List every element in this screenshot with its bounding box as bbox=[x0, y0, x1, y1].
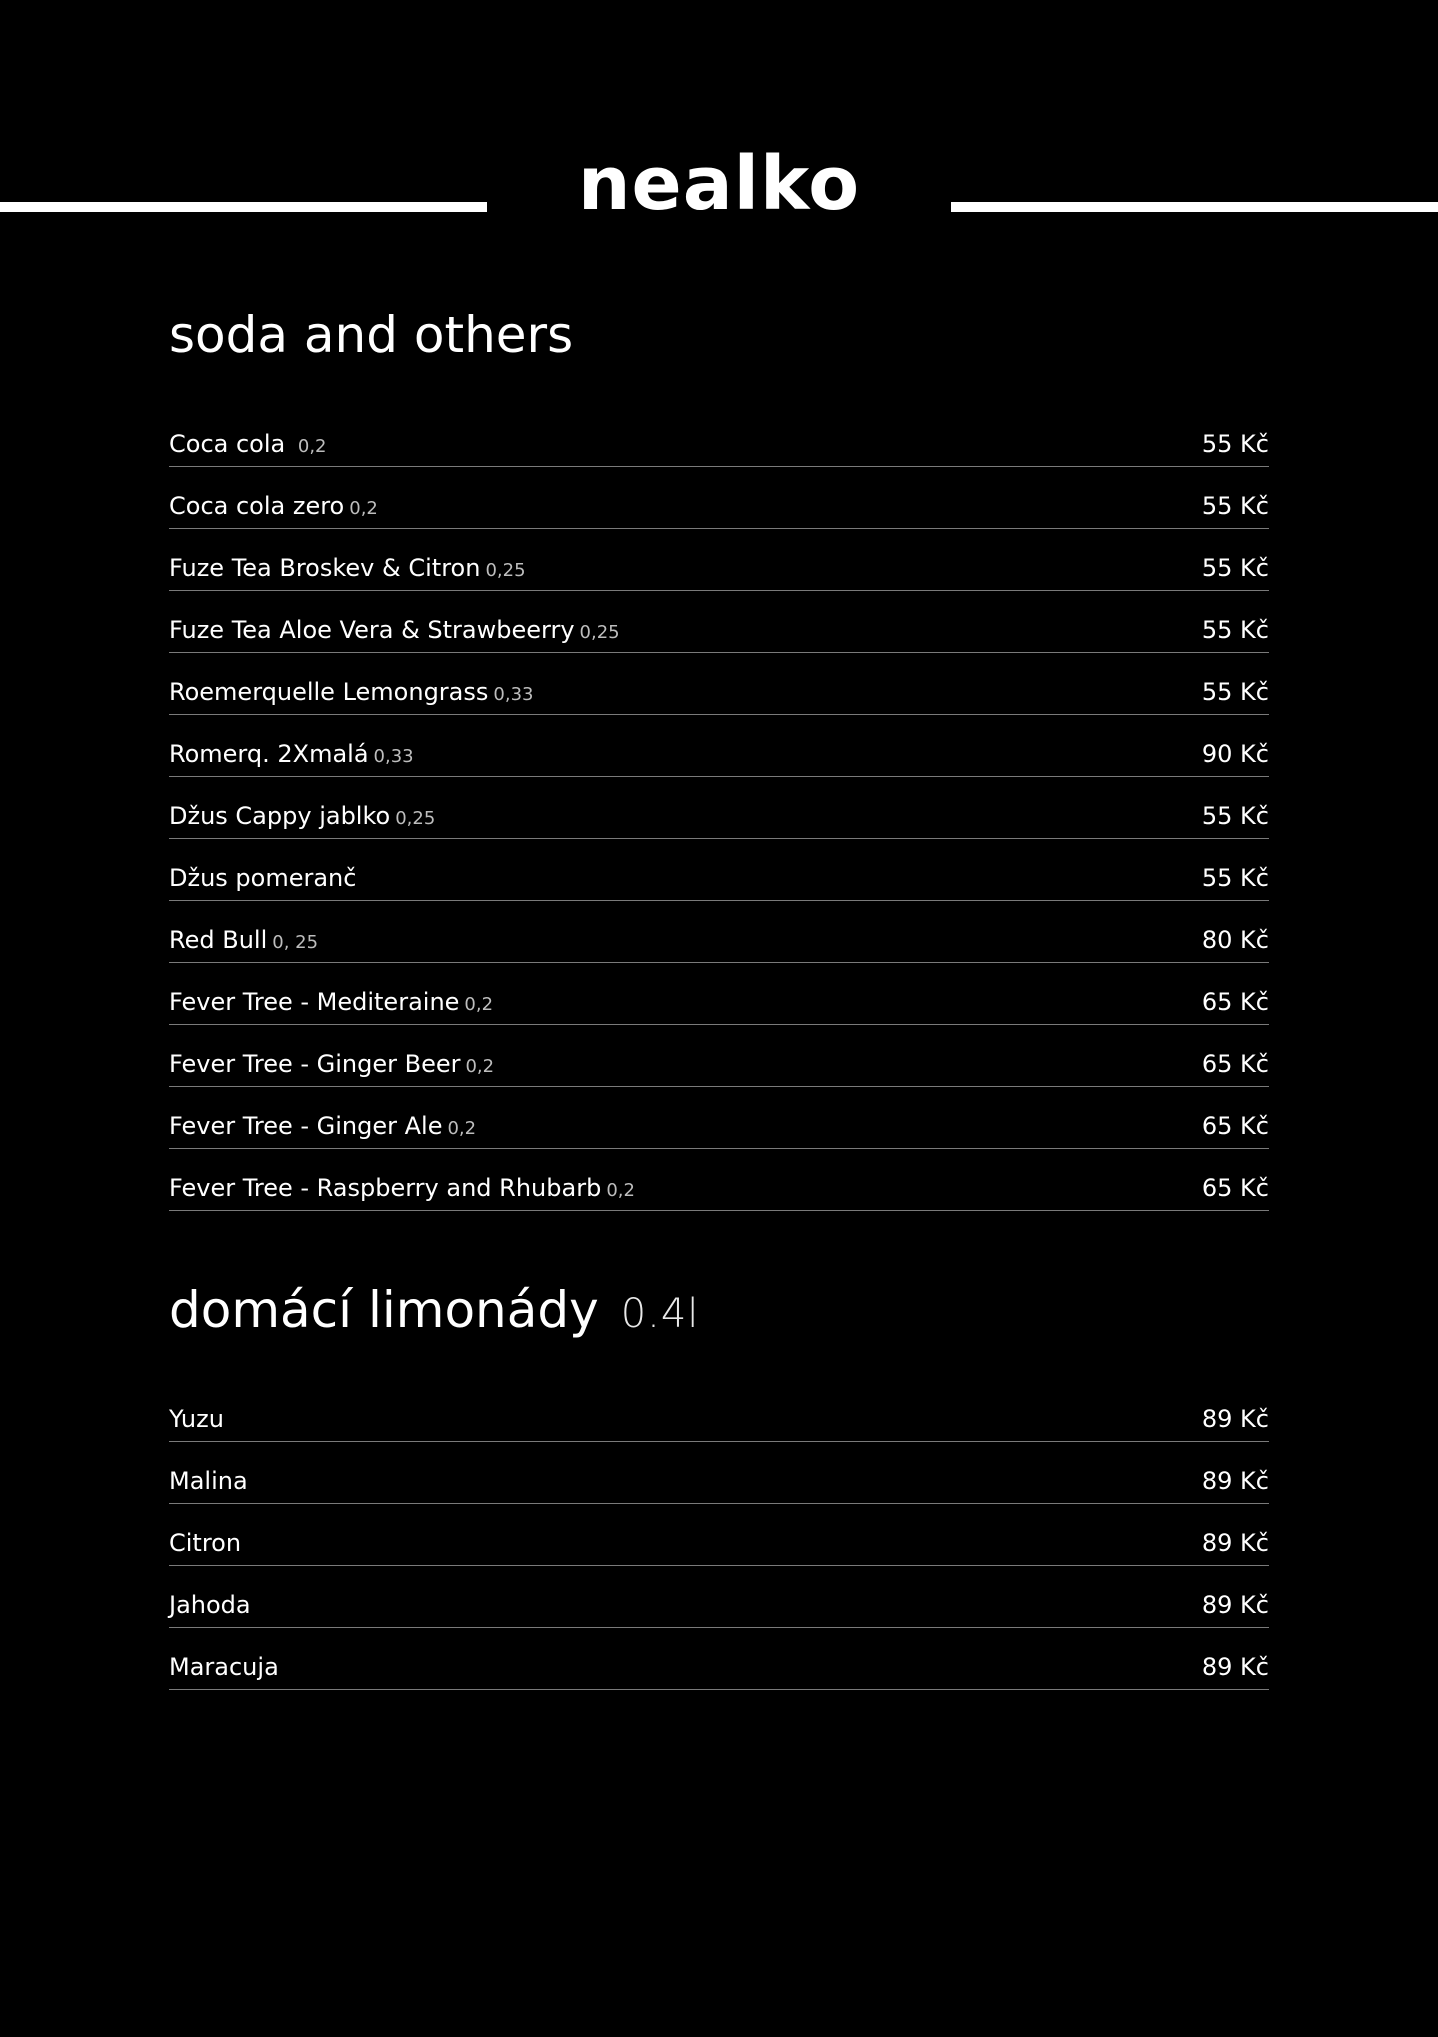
header-divider-right bbox=[951, 202, 1438, 212]
item-name bbox=[169, 988, 493, 1016]
menu-item bbox=[169, 467, 1269, 529]
item-size: 0,33 bbox=[373, 746, 414, 767]
item-size: 0,25 bbox=[485, 560, 526, 581]
item-name-text: Džus Cappy jablko bbox=[169, 802, 391, 830]
item-price: 89 Kč bbox=[1201, 1591, 1269, 1619]
item-size: 0,25 bbox=[579, 622, 620, 643]
item-size: 0,2 bbox=[464, 994, 494, 1015]
item-price: 89 Kč bbox=[1201, 1467, 1269, 1495]
item-size: 0,2 bbox=[465, 1056, 495, 1077]
item-size: 0,33 bbox=[493, 684, 534, 705]
item-price: 65 Kč bbox=[1201, 988, 1269, 1016]
item-price: 89 Kč bbox=[1201, 1529, 1269, 1557]
item-name-text: Fever Tree - Ginger Ale bbox=[169, 1112, 443, 1140]
menu-item bbox=[169, 1380, 1269, 1442]
item-name bbox=[169, 616, 620, 644]
lemonades-volume: 0.4l bbox=[620, 1291, 700, 1337]
item-name bbox=[169, 1112, 476, 1140]
item-size: 0,2 bbox=[297, 436, 327, 457]
item-name bbox=[169, 1050, 494, 1078]
menu-item bbox=[169, 1504, 1269, 1566]
item-name: Jahoda bbox=[169, 1591, 251, 1619]
menu-item bbox=[169, 653, 1269, 715]
item-name-text: Romerq. 2Xmalá bbox=[169, 740, 369, 768]
item-name bbox=[169, 678, 533, 706]
item-price: 90 Kč bbox=[1201, 740, 1269, 768]
soda-section-title-text: soda and others bbox=[169, 306, 574, 364]
item-price: 55 Kč bbox=[1201, 802, 1269, 830]
item-name-text: Fuze Tea Aloe Vera & Strawbeerry bbox=[169, 616, 575, 644]
item-price: 65 Kč bbox=[1201, 1174, 1269, 1202]
item-size: 0,2 bbox=[349, 498, 378, 519]
menu-item bbox=[169, 1442, 1269, 1504]
lemonades-section-title-text: domácí limonády bbox=[169, 1281, 599, 1339]
soda-item-list bbox=[169, 405, 1269, 1211]
item-name-text: Fever Tree - Raspberry and Rhubarb bbox=[169, 1174, 602, 1202]
item-price: 55 Kč bbox=[1201, 492, 1269, 520]
item-name bbox=[169, 864, 356, 892]
item-name: Malina bbox=[169, 1467, 248, 1495]
item-price: 55 Kč bbox=[1201, 430, 1269, 458]
menu-item bbox=[169, 591, 1269, 653]
menu-item bbox=[169, 777, 1269, 839]
item-name bbox=[169, 802, 435, 830]
item-name-text: Fever Tree - Ginger Beer bbox=[169, 1050, 461, 1078]
item-name-text: Coca cola bbox=[169, 430, 286, 458]
item-price: 65 Kč bbox=[1201, 1112, 1269, 1140]
item-price: 65 Kč bbox=[1201, 1050, 1269, 1078]
page-header bbox=[0, 0, 1438, 260]
item-name bbox=[169, 740, 414, 768]
item-name bbox=[169, 492, 378, 520]
item-name: Citron bbox=[169, 1529, 242, 1557]
menu-item bbox=[169, 529, 1269, 591]
menu-item bbox=[169, 1149, 1269, 1211]
lemonades-item-list bbox=[169, 1380, 1269, 1690]
item-size: 0,2 bbox=[447, 1118, 477, 1139]
item-size: 0, 25 bbox=[272, 932, 319, 953]
item-price: 55 Kč bbox=[1201, 864, 1269, 892]
item-name: Maracuja bbox=[169, 1653, 279, 1681]
menu-item bbox=[169, 839, 1269, 901]
page-title: nealko bbox=[577, 141, 861, 227]
soda-section-title bbox=[169, 300, 1269, 370]
item-name: Yuzu bbox=[169, 1405, 224, 1433]
item-price: 89 Kč bbox=[1201, 1653, 1269, 1681]
menu-item bbox=[169, 1025, 1269, 1087]
item-name-text: Fever Tree - Mediteraine bbox=[169, 988, 460, 1016]
item-name-text: Coca cola zero bbox=[169, 492, 345, 520]
menu-item bbox=[169, 1566, 1269, 1628]
item-name bbox=[169, 1174, 635, 1202]
item-name-text: Fuze Tea Broskev & Citron bbox=[169, 554, 481, 582]
item-name-text: Džus pomeranč bbox=[169, 864, 357, 892]
menu-item bbox=[169, 901, 1269, 963]
item-name bbox=[169, 926, 318, 954]
item-name bbox=[169, 430, 327, 458]
item-name-text: Roemerquelle Lemongrass bbox=[169, 678, 489, 706]
item-size: 0,25 bbox=[395, 808, 436, 829]
soda-section bbox=[169, 300, 1269, 1211]
item-price: 55 Kč bbox=[1201, 678, 1269, 706]
item-price: 55 Kč bbox=[1201, 616, 1269, 644]
menu-item bbox=[169, 1087, 1269, 1149]
item-name-text: Red Bull bbox=[169, 926, 268, 954]
item-price: 80 Kč bbox=[1201, 926, 1269, 954]
menu-item bbox=[169, 963, 1269, 1025]
menu-item bbox=[169, 405, 1269, 467]
lemonades-section bbox=[169, 1275, 1269, 1690]
menu-item bbox=[169, 1628, 1269, 1690]
menu-item bbox=[169, 715, 1269, 777]
item-price: 55 Kč bbox=[1201, 554, 1269, 582]
item-price: 89 Kč bbox=[1201, 1405, 1269, 1433]
item-size: 0,2 bbox=[606, 1180, 635, 1201]
item-name bbox=[169, 554, 526, 582]
lemonades-section-title bbox=[169, 1275, 1269, 1345]
